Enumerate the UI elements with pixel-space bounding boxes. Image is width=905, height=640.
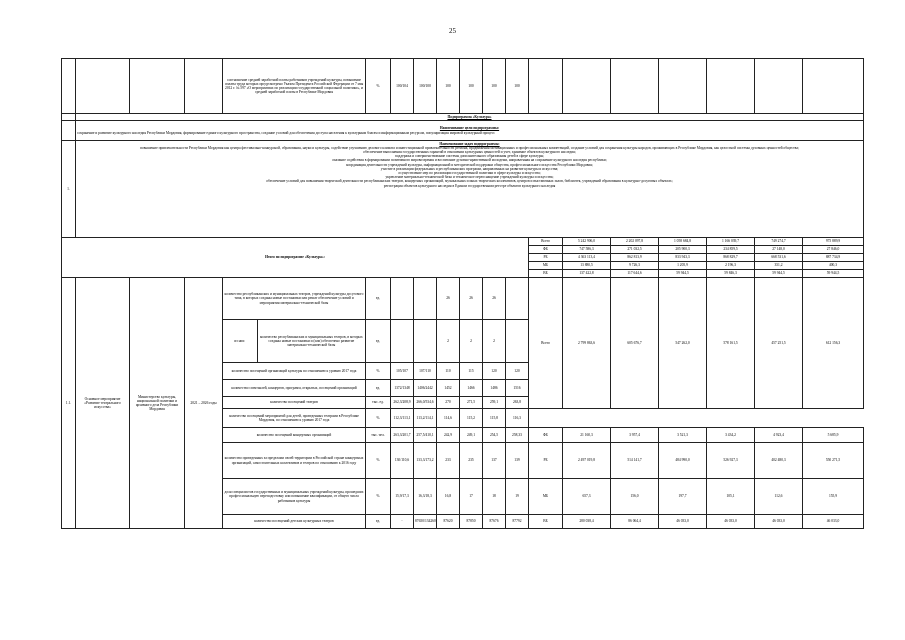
finance-value: 887 734,9 [803, 254, 864, 262]
indicator-text: доля специалистов государственных и муниципальных учреждений культуры, прошедших профессиональную переподготовку или повышение квалификации, от общего числа работников культуры [223, 479, 366, 515]
finance-value: 197,7 [659, 479, 707, 515]
finance-value: 612 156,3 [803, 278, 864, 409]
indicator-text: количество республиканских и муниципальных театров, учреждений культуры досугового типа, в которых созданы новые постановки или решат обеспечение условий и мероприятия материально-технической базы [223, 278, 366, 320]
finance-value: 4 363 113,4 [563, 254, 611, 262]
indicator-value: 1516 [506, 380, 529, 397]
indicator-value [414, 320, 437, 363]
activity-number: 1.1. [62, 278, 76, 529]
indicator-value: 130/110,6 [391, 443, 414, 479]
finance-value: 3 957,4 [611, 428, 659, 443]
indicator-unit: ед. [366, 278, 391, 320]
finance-value: 975 889,9 [803, 238, 864, 246]
row-number: 1. [62, 141, 76, 238]
finance-value: 27 846,0 [803, 246, 864, 254]
finance-value: 351,2 [755, 262, 803, 270]
indicator-unit: % [366, 443, 391, 479]
indicator-value: 263,8 [506, 397, 529, 409]
indicator-text: количество посещений детских культурных театров [223, 515, 366, 529]
finance-source: МБ [529, 479, 563, 515]
indicator-unit: % [366, 479, 391, 515]
finance-value: 21 160,3 [563, 428, 611, 443]
top-value: 100 [460, 59, 483, 114]
indicator-value: 26 [483, 278, 506, 320]
finance-source: ВБ [529, 515, 563, 529]
top-indicator-row [62, 59, 864, 114]
indicator-value [414, 278, 437, 320]
finance-value: 137 422,8 [563, 270, 611, 278]
top-value: 100 [437, 59, 460, 114]
finance-value: 1 166 039,7 [707, 238, 755, 246]
finance-value: 86 064,4 [611, 515, 659, 529]
finance-value: 59 944,5 [755, 270, 803, 278]
task-item: участие в реализации федеральных и республиканских программ, направленных на развитие культуры и искусства; [380, 166, 559, 171]
indicator-value: 107/110 [414, 363, 437, 380]
finance-value: 868 829,7 [707, 254, 755, 262]
indicator-value: 1466 [460, 380, 483, 397]
indicator-value: 115 [460, 363, 483, 380]
finance-value: 526 927,3 [707, 443, 755, 479]
indicator-value: 16,8 [437, 479, 460, 515]
indicator-value: 133,3/173,2 [414, 443, 437, 479]
indicator-value: 242,9 [437, 428, 460, 443]
totals-label: Итого по подпрограмме «Культура»: [62, 238, 529, 278]
indicator-text: количество республиканских и муниципальных театров, в которых созданы новые постановки и (или) обеспечено развитие материально-технической базы [259, 334, 363, 348]
top-value: 100/100 [414, 59, 437, 114]
indicator-value: 19 [506, 479, 529, 515]
indicator-value [506, 278, 529, 320]
indicator-value: 120 [483, 363, 506, 380]
task-item: осуществление мер по реализации государственной политики в сфере культуры и искусства; [398, 170, 541, 175]
finance-value: 112,6 [755, 479, 803, 515]
finance-value: 59 944,5 [803, 270, 864, 278]
finance-value: 657,3 [563, 479, 611, 515]
indicator-value: 115,2 [460, 409, 483, 428]
indicator-text: количество посещений организаций культуры по отношению к уровню 2017 года [223, 363, 366, 380]
finance-value: 205 900,3 [659, 246, 707, 254]
page-number: 25 [449, 27, 456, 35]
task-item: обеспечение условий для повышения творческой деятельности республиканских театров, концертных организаций, музыкальных и иных творческих коллективов, центров и выставочных залов, библиотек, учреждений образования в культурно-досуговых объектах; [266, 179, 673, 184]
finance-value: 3 434,2 [707, 428, 755, 443]
finance-source: МБ [529, 262, 563, 270]
indicator-value: 254,5 [483, 428, 506, 443]
indicator-value: 1372/1348 [391, 380, 414, 397]
top-indicator-unit: % [366, 59, 391, 114]
finance-value: 514 141,7 [611, 443, 659, 479]
indicator-value: 271,5 [460, 397, 483, 409]
indicator-text: количество посещений мероприятий для детей, проведенных театрами в Республике Мордовия, по отношению к уровню 2017 года [223, 409, 366, 428]
indicator-value: 87650/134260 [414, 515, 437, 529]
indicator-unit: % [366, 363, 391, 380]
finance-value: 747 586,3 [563, 246, 611, 254]
finance-value: 3 521,3 [659, 428, 707, 443]
finance-value: 59 944,5 [659, 270, 707, 278]
tasks-heading: Наименование задач подпрограммы: [439, 141, 500, 146]
finance-value: 271 032,5 [611, 246, 659, 254]
indicator-value: 105/107 [391, 363, 414, 380]
indicator-value: - [391, 515, 414, 529]
finance-value: 1 058 684,8 [659, 238, 707, 246]
task-item: оказание содействия в формировании позитивного мировоззрения и воспитание духовно-нравственной молодежи, направленная на сохранение культурного наследия республики; [332, 158, 607, 163]
indicator-value: 18 [483, 479, 506, 515]
indicator-value: 137 [483, 443, 506, 479]
indicator-value: 110 [437, 363, 460, 380]
indicator-value [391, 278, 414, 320]
indicator-value: 120 [506, 363, 529, 380]
task-item: укрепление материально-технической базы и техническое переоснащение учреждений культуры и искусства; [385, 175, 554, 180]
activity-executor: Министерство культуры, национальной политики и архивного дела Республики Мордовия [130, 278, 185, 529]
indicator-value: 87792 [506, 515, 529, 529]
finance-value: 2 202 097,8 [611, 238, 659, 246]
finance-value: 46 033,0 [755, 515, 803, 529]
finance-value: 2 799 863,6 [563, 278, 611, 409]
indicator-value: 259,1 [483, 397, 506, 409]
indicator-value: 114,6 [437, 409, 460, 428]
finance-value: 46 033,0 [707, 515, 755, 529]
finance-value: 46 033,0 [803, 515, 864, 529]
indicator-value: 113,2/114,1 [414, 409, 437, 428]
program-table [61, 58, 864, 529]
indicator-text: количество спектаклей, концертов, программ, открытых, посещений организаций [223, 380, 366, 397]
finance-value: 5 685,9 [803, 428, 864, 443]
finance-value: 105,1 [707, 479, 755, 515]
finance-value: 2 196,3 [707, 262, 755, 270]
finance-value: 1 205,9 [659, 262, 707, 270]
finance-source: ВБ [529, 270, 563, 278]
finance-value: 605 676,7 [611, 278, 659, 409]
indicator-unit: тыс. ед. [366, 397, 391, 409]
finance-value: 484 990,0 [659, 443, 707, 479]
indicator-unit: ед. [366, 320, 391, 363]
finance-value: 155,9 [803, 479, 864, 515]
indicator-value: 262,3/208,9 [391, 397, 414, 409]
finance-source: РБ [529, 443, 563, 479]
task-item: координация деятельности учреждений культуры, информационной и методической поддержки общества, профессионального искусства Республики Мордовия; [346, 162, 593, 167]
indicator-value: 1406/2442 [414, 380, 437, 397]
finance-value: 59 846,3 [707, 270, 755, 278]
finance-value: 578 161,5 [707, 278, 755, 409]
finance-source: РБ [529, 254, 563, 262]
finance-value: 117 644,6 [611, 270, 659, 278]
indicator-value: 87850 [460, 515, 483, 529]
task-item: повышение привлекательности Республики Мордовия как центра фестивально-конкурсной, образования, науки и культуры, содействие улучшению делового климата и инвестиционной привлекательности региона, продвижения мотивационных и профессиональных компетенций, создание условий для сохранения культуры народов, проживающих в Республике Мордовия, как целостной системы духовных ценностей общества; [140, 145, 799, 150]
finance-source: Всего [529, 238, 563, 246]
indicator-value: 115,8 [483, 409, 506, 428]
indicator-value: 258,33 [506, 428, 529, 443]
indicator-value: 116,3 [506, 409, 529, 428]
finance-source: ФБ [529, 246, 563, 254]
goal-text: сохранение и развитие культурного наследия Республики Мордовия, формирование единого культурного пространства, создание условий для обеспечения доступа населения к культурным благам и информационным ресурсам, популяризация мировой культурный процесс [77, 130, 495, 135]
indicator-value: 235 [460, 443, 483, 479]
finance-source: Всего [529, 278, 563, 409]
finance-value: 9 726,3 [611, 262, 659, 270]
task-item: регистрация объектов культурного наследия в Едином государственном реестре объектов культурного наследия [383, 183, 556, 188]
finance-value: 280 038,4 [563, 515, 611, 529]
finance-value: 2 497 019,8 [563, 443, 611, 479]
indicator-value: 1452 [437, 380, 460, 397]
finance-value: 457 251,5 [755, 278, 803, 409]
finance-value: 550 271,5 [803, 443, 864, 479]
indicator-value: 1486 [483, 380, 506, 397]
finance-value: 234 859,5 [707, 246, 755, 254]
indicator-value: 15,9/17,3 [391, 479, 414, 515]
top-indicator-text: соотношение средней заработной платы работников учреждений культуры, повышение оплаты труда которых предусмотрено Указом Президента Российской Федерации от 7 мая 2012 г. № 597 «О мероприятиях по реализации государственной социальной политики», и средней заработной платы в Республике Мордовия [223, 59, 366, 114]
indicator-value: 257,5/410,1 [414, 428, 437, 443]
finance-value: 668 531,6 [755, 254, 803, 262]
indicator-sub-label: из них: [223, 320, 257, 362]
indicator-value: 87620 [437, 515, 460, 529]
finance-value: 46 033,0 [659, 515, 707, 529]
indicator-value: 263,3/201,7 [391, 428, 414, 443]
finance-value: 27 148,0 [755, 246, 803, 254]
indicator-value: 249,1 [460, 428, 483, 443]
task-item: обеспечение выполнения государственных гарантий в отношении культурных ценностей и учет, хранение объектов культурного наследия; [363, 149, 576, 154]
indicator-unit: % [366, 409, 391, 428]
finance-value: 4 923,4 [755, 428, 803, 443]
indicator-value: 16,3/18,3 [414, 479, 437, 515]
finance-value: 547 262,0 [659, 278, 707, 409]
indicator-value: 112,3/113,1 [391, 409, 414, 428]
indicator-value: 17 [460, 479, 483, 515]
finance-value: 833 943,3 [659, 254, 707, 262]
indicator-value: 87676 [483, 515, 506, 529]
finance-value: 13 880,5 [563, 262, 611, 270]
indicator-value: 26 [437, 278, 460, 320]
top-value: 100 [506, 59, 529, 114]
finance-value: 402 480,3 [755, 443, 803, 479]
indicator-value: 2 [437, 320, 460, 363]
indicator-text: количество проведенных за пределами своей территории в Российской стране концертных организаций, самостоятельных коллективов и театров по отношению к 2016 году [223, 443, 366, 479]
top-value: 100 [483, 59, 506, 114]
finance-value: 400,3 [803, 262, 864, 270]
indicator-value: 270 [437, 397, 460, 409]
finance-value: 156,0 [611, 479, 659, 515]
top-value: 100/104 [391, 59, 414, 114]
goal-heading: Наименование цели подпрограммы: [439, 126, 500, 131]
indicator-value [506, 320, 529, 363]
indicator-value [391, 320, 414, 363]
indicator-value: 266,0/534,6 [414, 397, 437, 409]
indicator-value: 26 [460, 278, 483, 320]
indicator-value: 139 [506, 443, 529, 479]
indicator-value: 2 [483, 320, 506, 363]
indicator-value: 233 [437, 443, 460, 479]
task-item: поддержка и совершенствование системы дополнительного образования детей в сфере культуры; [394, 154, 545, 159]
indicator-unit: тыс. чел. [366, 428, 391, 443]
indicator-text: количество посещений театров [223, 397, 366, 409]
finance-value: 5 242 906,0 [563, 238, 611, 246]
subprogram-title: Подпрограмма «Культура» [76, 114, 864, 121]
finance-value: 862 813,9 [611, 254, 659, 262]
indicator-text: количество посещений концертных организаций [223, 428, 366, 443]
indicator-value: 2 [460, 320, 483, 363]
finance-value: 749 274,7 [755, 238, 803, 246]
activity-name: Основное мероприятие «Развитие театрального искусства» [76, 278, 130, 529]
indicator-unit: ед. [366, 515, 391, 529]
activity-period: 2021 – 2026 годы [185, 278, 223, 529]
indicator-unit: ед. [366, 380, 391, 397]
finance-source: ФБ [529, 428, 563, 443]
